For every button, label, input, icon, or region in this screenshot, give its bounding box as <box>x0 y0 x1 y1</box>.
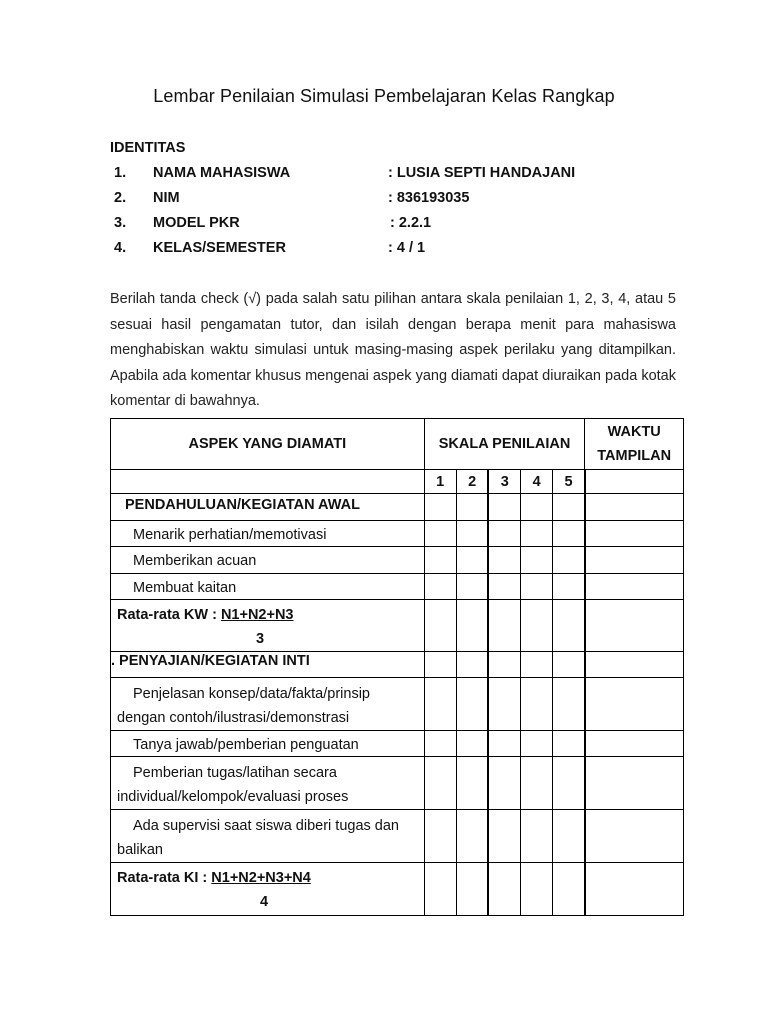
scale-5: 5 <box>553 470 585 494</box>
aspect-item <box>111 678 425 731</box>
score-cell[interactable] <box>488 678 520 731</box>
score-cell[interactable] <box>424 757 456 810</box>
score-cell[interactable] <box>456 678 488 731</box>
score-cell[interactable] <box>553 731 585 757</box>
aspect-item: Membuat kaitan <box>111 574 425 600</box>
instruction-paragraph: Berilah tanda check (√) pada salah satu pilihan antara skala penilaian 1, 2, 3, 4, atau 5 sesuai hasil pengamatan tutor, dan isilah dengan berapa menit para mahasiswa menghabiskan waktu simulasi untuk masing-masing aspek perilaku yang ditampilkan. Apabila ada komentar khusus mengenai aspek yang diamati dapat diuraikan pada kotak komentar di bawahnya. <box>110 291 676 409</box>
average-formula: N1+N2+N3+N4 <box>211 870 311 886</box>
time-cell[interactable] <box>585 521 684 547</box>
time-cell[interactable] <box>585 731 684 757</box>
score-cell[interactable] <box>424 810 456 863</box>
average-label: Rata-rata KI : <box>117 870 212 886</box>
time-cell[interactable] <box>585 547 684 574</box>
score-cell[interactable] <box>488 547 520 574</box>
table-row <box>111 494 684 521</box>
table-row <box>111 678 684 731</box>
aspect-line: individual/kelompok/evaluasi proses <box>117 789 349 805</box>
score-cell[interactable] <box>456 731 488 757</box>
score-cell[interactable] <box>521 678 553 731</box>
section-title-penyajian: . PENYAJIAN/KEGIATAN INTI <box>111 652 425 678</box>
score-cell[interactable] <box>488 494 520 521</box>
header-aspek: ASPEK YANG DIAMATI <box>111 419 425 470</box>
score-cell[interactable] <box>488 574 520 600</box>
score-cell[interactable] <box>424 731 456 757</box>
score-cell[interactable] <box>424 600 456 652</box>
table-row <box>111 652 684 678</box>
score-cell[interactable] <box>456 547 488 574</box>
score-cell[interactable] <box>553 810 585 863</box>
aspect-item <box>111 757 425 810</box>
score-cell[interactable] <box>553 521 585 547</box>
aspect-item <box>111 810 425 863</box>
score-cell[interactable] <box>553 757 585 810</box>
table-row <box>111 757 684 810</box>
score-cell[interactable] <box>456 757 488 810</box>
score-cell[interactable] <box>553 547 585 574</box>
score-cell[interactable] <box>424 678 456 731</box>
blank-cell <box>111 470 425 494</box>
score-cell[interactable] <box>456 494 488 521</box>
header-waktu <box>585 419 684 470</box>
assessment-table <box>110 418 684 916</box>
scale-1: 1 <box>424 470 456 494</box>
scale-2: 2 <box>456 470 488 494</box>
score-cell[interactable] <box>488 757 520 810</box>
score-cell[interactable] <box>553 600 585 652</box>
average-label: Rata-rata KW : <box>117 607 221 623</box>
row-value: : LUSIA SEPTI HANDAJANI <box>388 165 576 181</box>
aspect-line: Ada supervisi saat siswa diberi tugas dan <box>133 818 399 834</box>
score-cell[interactable] <box>488 810 520 863</box>
score-cell[interactable] <box>456 574 488 600</box>
row-label: KELAS/SEMESTER <box>153 240 286 256</box>
scale-number-row <box>111 470 684 494</box>
table-row <box>111 810 684 863</box>
score-cell[interactable] <box>424 521 456 547</box>
score-cell[interactable] <box>456 810 488 863</box>
score-cell[interactable] <box>424 547 456 574</box>
header-waktu-line2: TAMPILAN <box>597 448 672 464</box>
score-cell[interactable] <box>488 863 520 916</box>
aspect-item: Memberikan acuan <box>111 547 425 574</box>
row-label: NIM <box>153 190 180 206</box>
score-cell[interactable] <box>553 863 585 916</box>
row-number: 4. <box>114 240 127 256</box>
header-skala: SKALA PENILAIAN <box>424 419 585 470</box>
row-value: : 2.2.1 <box>390 215 432 231</box>
score-cell[interactable] <box>424 494 456 521</box>
time-cell[interactable] <box>585 810 684 863</box>
row-label: MODEL PKR <box>153 215 240 231</box>
score-cell[interactable] <box>488 600 520 652</box>
score-cell[interactable] <box>521 863 553 916</box>
table-row <box>111 547 684 574</box>
score-cell[interactable] <box>521 600 553 652</box>
header-waktu-line1: WAKTU <box>607 424 661 440</box>
identitas-row-nim <box>110 190 710 210</box>
table-row <box>111 863 684 916</box>
score-cell[interactable] <box>488 521 520 547</box>
average-ki <box>111 863 425 916</box>
aspect-line: balikan <box>117 842 163 858</box>
row-value: : 836193035 <box>388 190 470 206</box>
time-cell[interactable] <box>585 863 684 916</box>
score-cell[interactable] <box>553 494 585 521</box>
blank-cell <box>585 470 684 494</box>
average-denominator: 3 <box>256 631 265 647</box>
score-cell[interactable] <box>456 652 488 678</box>
score-cell[interactable] <box>456 863 488 916</box>
row-number: 2. <box>114 190 127 206</box>
row-number: 3. <box>114 215 127 231</box>
score-cell[interactable] <box>424 863 456 916</box>
score-cell[interactable] <box>521 494 553 521</box>
table-row <box>111 731 684 757</box>
aspect-item: Tanya jawab/pemberian penguatan <box>111 731 425 757</box>
score-cell[interactable] <box>456 600 488 652</box>
score-cell[interactable] <box>521 521 553 547</box>
table-row <box>111 600 684 652</box>
score-cell[interactable] <box>521 810 553 863</box>
aspect-line: dengan contoh/ilustrasi/demonstrasi <box>117 710 350 726</box>
average-kw <box>111 600 425 652</box>
identitas-row-nama <box>110 165 710 185</box>
score-cell[interactable] <box>424 652 456 678</box>
score-cell[interactable] <box>521 757 553 810</box>
average-denominator: 4 <box>260 894 269 910</box>
score-cell[interactable] <box>488 731 520 757</box>
row-number: 1. <box>114 165 127 181</box>
time-cell[interactable] <box>585 652 684 678</box>
aspect-line: Pemberian tugas/latihan secara <box>133 765 337 781</box>
score-cell[interactable] <box>521 547 553 574</box>
average-formula: N1+N2+N3 <box>220 607 294 623</box>
table-row <box>111 574 684 600</box>
score-cell[interactable] <box>553 574 585 600</box>
aspect-line: Penjelasan konsep/data/fakta/prinsip <box>133 686 370 702</box>
time-cell[interactable] <box>585 574 684 600</box>
row-value: : 4 / 1 <box>388 240 426 256</box>
score-cell[interactable] <box>521 731 553 757</box>
table-row <box>111 521 684 547</box>
section-title-pendahuluan: PENDAHULUAN/KEGIATAN AWAL <box>111 494 425 521</box>
score-cell[interactable] <box>553 678 585 731</box>
scale-3: 3 <box>488 470 520 494</box>
aspect-item: Menarik perhatian/memotivasi <box>111 521 425 547</box>
time-cell[interactable] <box>585 600 684 652</box>
score-cell[interactable] <box>521 574 553 600</box>
score-cell[interactable] <box>488 652 520 678</box>
time-cell[interactable] <box>585 494 684 521</box>
score-cell[interactable] <box>424 574 456 600</box>
page-title: Lembar Penilaian Simulasi Pembelajaran Kelas Rangkap <box>153 86 615 106</box>
score-cell[interactable] <box>553 652 585 678</box>
score-cell[interactable] <box>456 521 488 547</box>
scale-4: 4 <box>521 470 553 494</box>
identitas-heading: IDENTITAS <box>110 140 186 156</box>
time-cell[interactable] <box>585 678 684 731</box>
identitas-row-model <box>110 215 710 235</box>
identitas-row-kelas <box>110 240 710 260</box>
score-cell[interactable] <box>521 652 553 678</box>
time-cell[interactable] <box>585 757 684 810</box>
row-label: NAMA MAHASISWA <box>153 165 291 181</box>
